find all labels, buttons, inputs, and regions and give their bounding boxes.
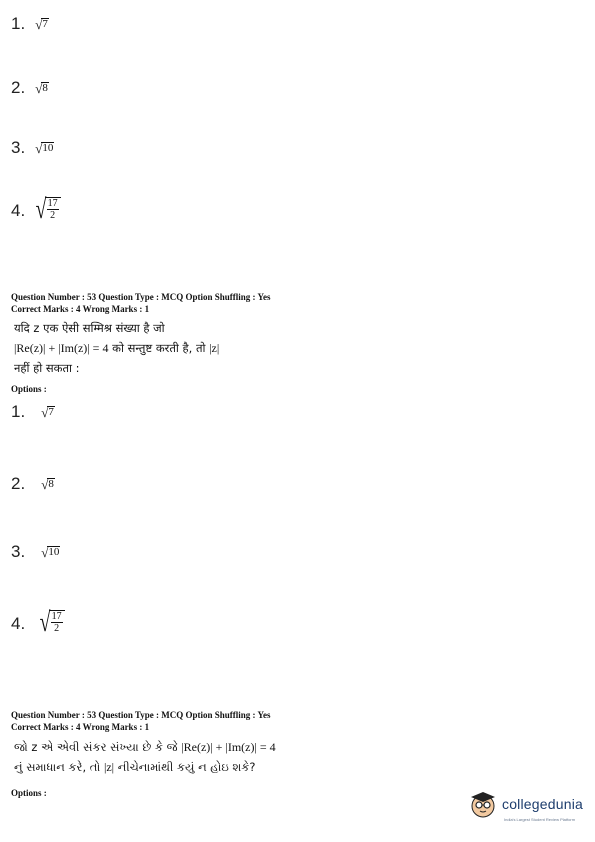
logo-tagline: India's Largest Student Review Platform: [504, 817, 576, 822]
option-1-top: [11, 14, 49, 34]
option-number: 3.: [11, 138, 26, 157]
option-number: 3.: [11, 542, 26, 561]
option-3-top: [11, 138, 54, 158]
option-4-top: [11, 193, 61, 225]
sqrt-expression: √ 10: [35, 141, 54, 156]
option-number: 4.: [11, 201, 26, 220]
logo-title: collegedunia: [502, 796, 584, 812]
option-number: 1.: [11, 14, 26, 33]
sqrt-expression: √ 7: [41, 405, 54, 420]
sqrt-expression: √ 8: [35, 81, 48, 96]
sqrt-fraction-expression: √ $\frac{17}{2}$: [35, 610, 64, 634]
question-line: જો z એ એવી સંકર સંખ્યા છે કે જે |Re(z)| + |Im(z)| = 4: [14, 740, 276, 754]
question-meta-header: Question Number : 53 Question Type : MCQ Option Shuffling : Yes: [11, 292, 271, 302]
question-marks-info: Correct Marks : 4 Wrong Marks : 1: [11, 722, 150, 732]
student-mascot-icon: [466, 789, 500, 819]
question-line: नहीं हो सकता :: [14, 361, 80, 375]
options-label: Options :: [11, 788, 47, 798]
option-number: 1.: [11, 402, 26, 421]
question-text-hindi: [14, 318, 219, 378]
option-2: [11, 474, 55, 494]
sqrt-fraction-expression: √ $\frac{17}{2}$: [31, 197, 60, 221]
question-line: यदि z एक ऐसी सम्मिश्र संख्या है जो: [14, 321, 165, 335]
option-1: [11, 402, 55, 422]
option-number: 2.: [11, 78, 26, 97]
options-label: Options :: [11, 384, 47, 394]
sqrt-expression: √ 7: [35, 17, 48, 32]
sqrt-expression: √ 8: [41, 477, 54, 492]
option-number: 4.: [11, 614, 26, 633]
collegedunia-logo: [466, 789, 583, 822]
question-meta-header: Question Number : 53 Question Type : MCQ Option Shuffling : Yes: [11, 710, 271, 720]
question-text-gujarati: [14, 737, 276, 777]
option-2-top: [11, 78, 49, 98]
question-line: |Re(z)| + |Im(z)| = 4 को सन्तुष्ट करती है, तो |z|: [14, 341, 220, 355]
sqrt-expression: √ 10: [41, 545, 60, 560]
option-3: [11, 542, 60, 562]
option-4: [11, 606, 65, 638]
question-line: નું સમાધાન કરે, તો |z| નીચેનામાંથી કયું ન હોઇ શકે?: [14, 760, 256, 774]
question-marks-info: Correct Marks : 4 Wrong Marks : 1: [11, 304, 150, 314]
option-number: 2.: [11, 474, 26, 493]
